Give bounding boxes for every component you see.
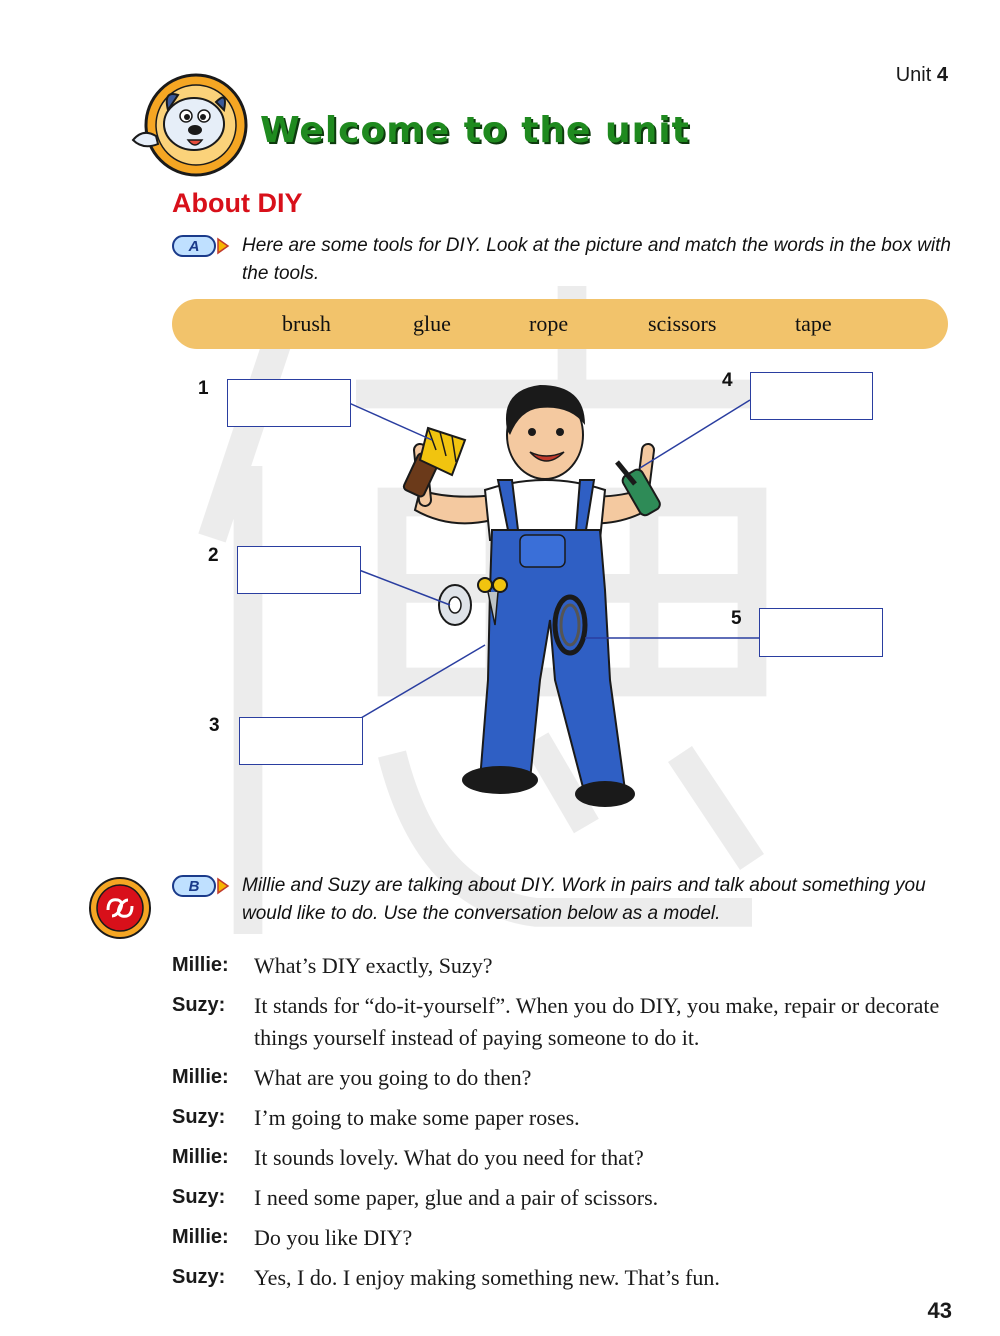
label-1: 1 [198,378,209,399]
dialogue [172,950,962,1302]
part-b-badge-icon [172,875,230,897]
dialogue-line [172,1222,962,1254]
answer-box-2[interactable] [237,546,361,594]
unit-word: Unit [895,64,932,86]
page-title: Welcome to the unit [260,110,690,151]
speaker: Suzy: [172,1106,226,1128]
dialogue-line [172,990,962,1054]
brush-icon [403,428,465,498]
part-b-text: Millie and Suzy are talking about DIY. Work in pairs and talk about something you would like to do. Use the conversation below as a model. [242,875,926,924]
speaker: Millie: [172,1226,229,1248]
page-number: 43 [927,1298,952,1323]
answer-box-4[interactable] [750,372,873,420]
word-box [172,299,948,349]
label-3: 3 [209,715,220,736]
speech: It stands for “do-it-yourself”. When you do DIY, you make, repair or decorate things yourself instead of paying someone to do it. [254,993,940,1050]
label-4: 4 [722,370,733,391]
part-a-badge-icon [172,235,230,257]
speech: What are you going to do then? [254,1065,532,1090]
dialogue-line [172,1182,962,1214]
dialogue-line [172,1262,962,1294]
speech: It sounds lovely. What do you need for that? [254,1145,644,1170]
unit-label [896,64,948,87]
speech: What’s DIY exactly, Suzy? [254,953,493,978]
part-b-badge-letter: B [188,878,200,895]
unit-number: 4 [936,64,948,86]
dog-mascot-icon [128,70,248,180]
diy-man-illustration [380,380,680,820]
label-2: 2 [208,545,219,566]
speech: I need some paper, glue and a pair of scissors. [254,1185,659,1210]
answer-box-1[interactable] [227,379,351,427]
word-brush: brush [282,311,331,336]
answer-box-5[interactable] [759,608,883,657]
label-5: 5 [731,608,742,629]
speaker: Millie: [172,1066,229,1088]
speaker: Suzy: [172,1266,226,1288]
speaker: Millie: [172,1146,229,1168]
dialogue-line [172,1142,962,1174]
speech: Yes, I do. I enjoy making something new. That’s fun. [254,1265,720,1290]
part-a-badge-letter: A [188,238,200,255]
part-a-text: Here are some tools for DIY. Look at the picture and match the words in the box with the tools. [242,235,952,284]
word-glue: glue [413,311,451,336]
dialogue-line [172,1062,962,1094]
part-a-instruction [172,232,952,288]
word-tape: tape [795,311,832,336]
answer-box-3[interactable] [239,717,363,765]
speaker: Millie: [172,954,229,976]
part-b-instruction [172,872,962,928]
pair-work-icon [88,876,152,940]
word-scissors: scissors [648,311,717,336]
speech: Do you like DIY? [254,1225,413,1250]
tape-icon [439,585,471,625]
dialogue-line [172,1102,962,1134]
section-title: About DIY [172,188,303,218]
word-rope: rope [529,311,569,336]
speaker: Suzy: [172,994,226,1016]
speaker: Suzy: [172,1186,226,1208]
speech: I’m going to make some paper roses. [254,1105,580,1130]
dialogue-line [172,950,962,982]
